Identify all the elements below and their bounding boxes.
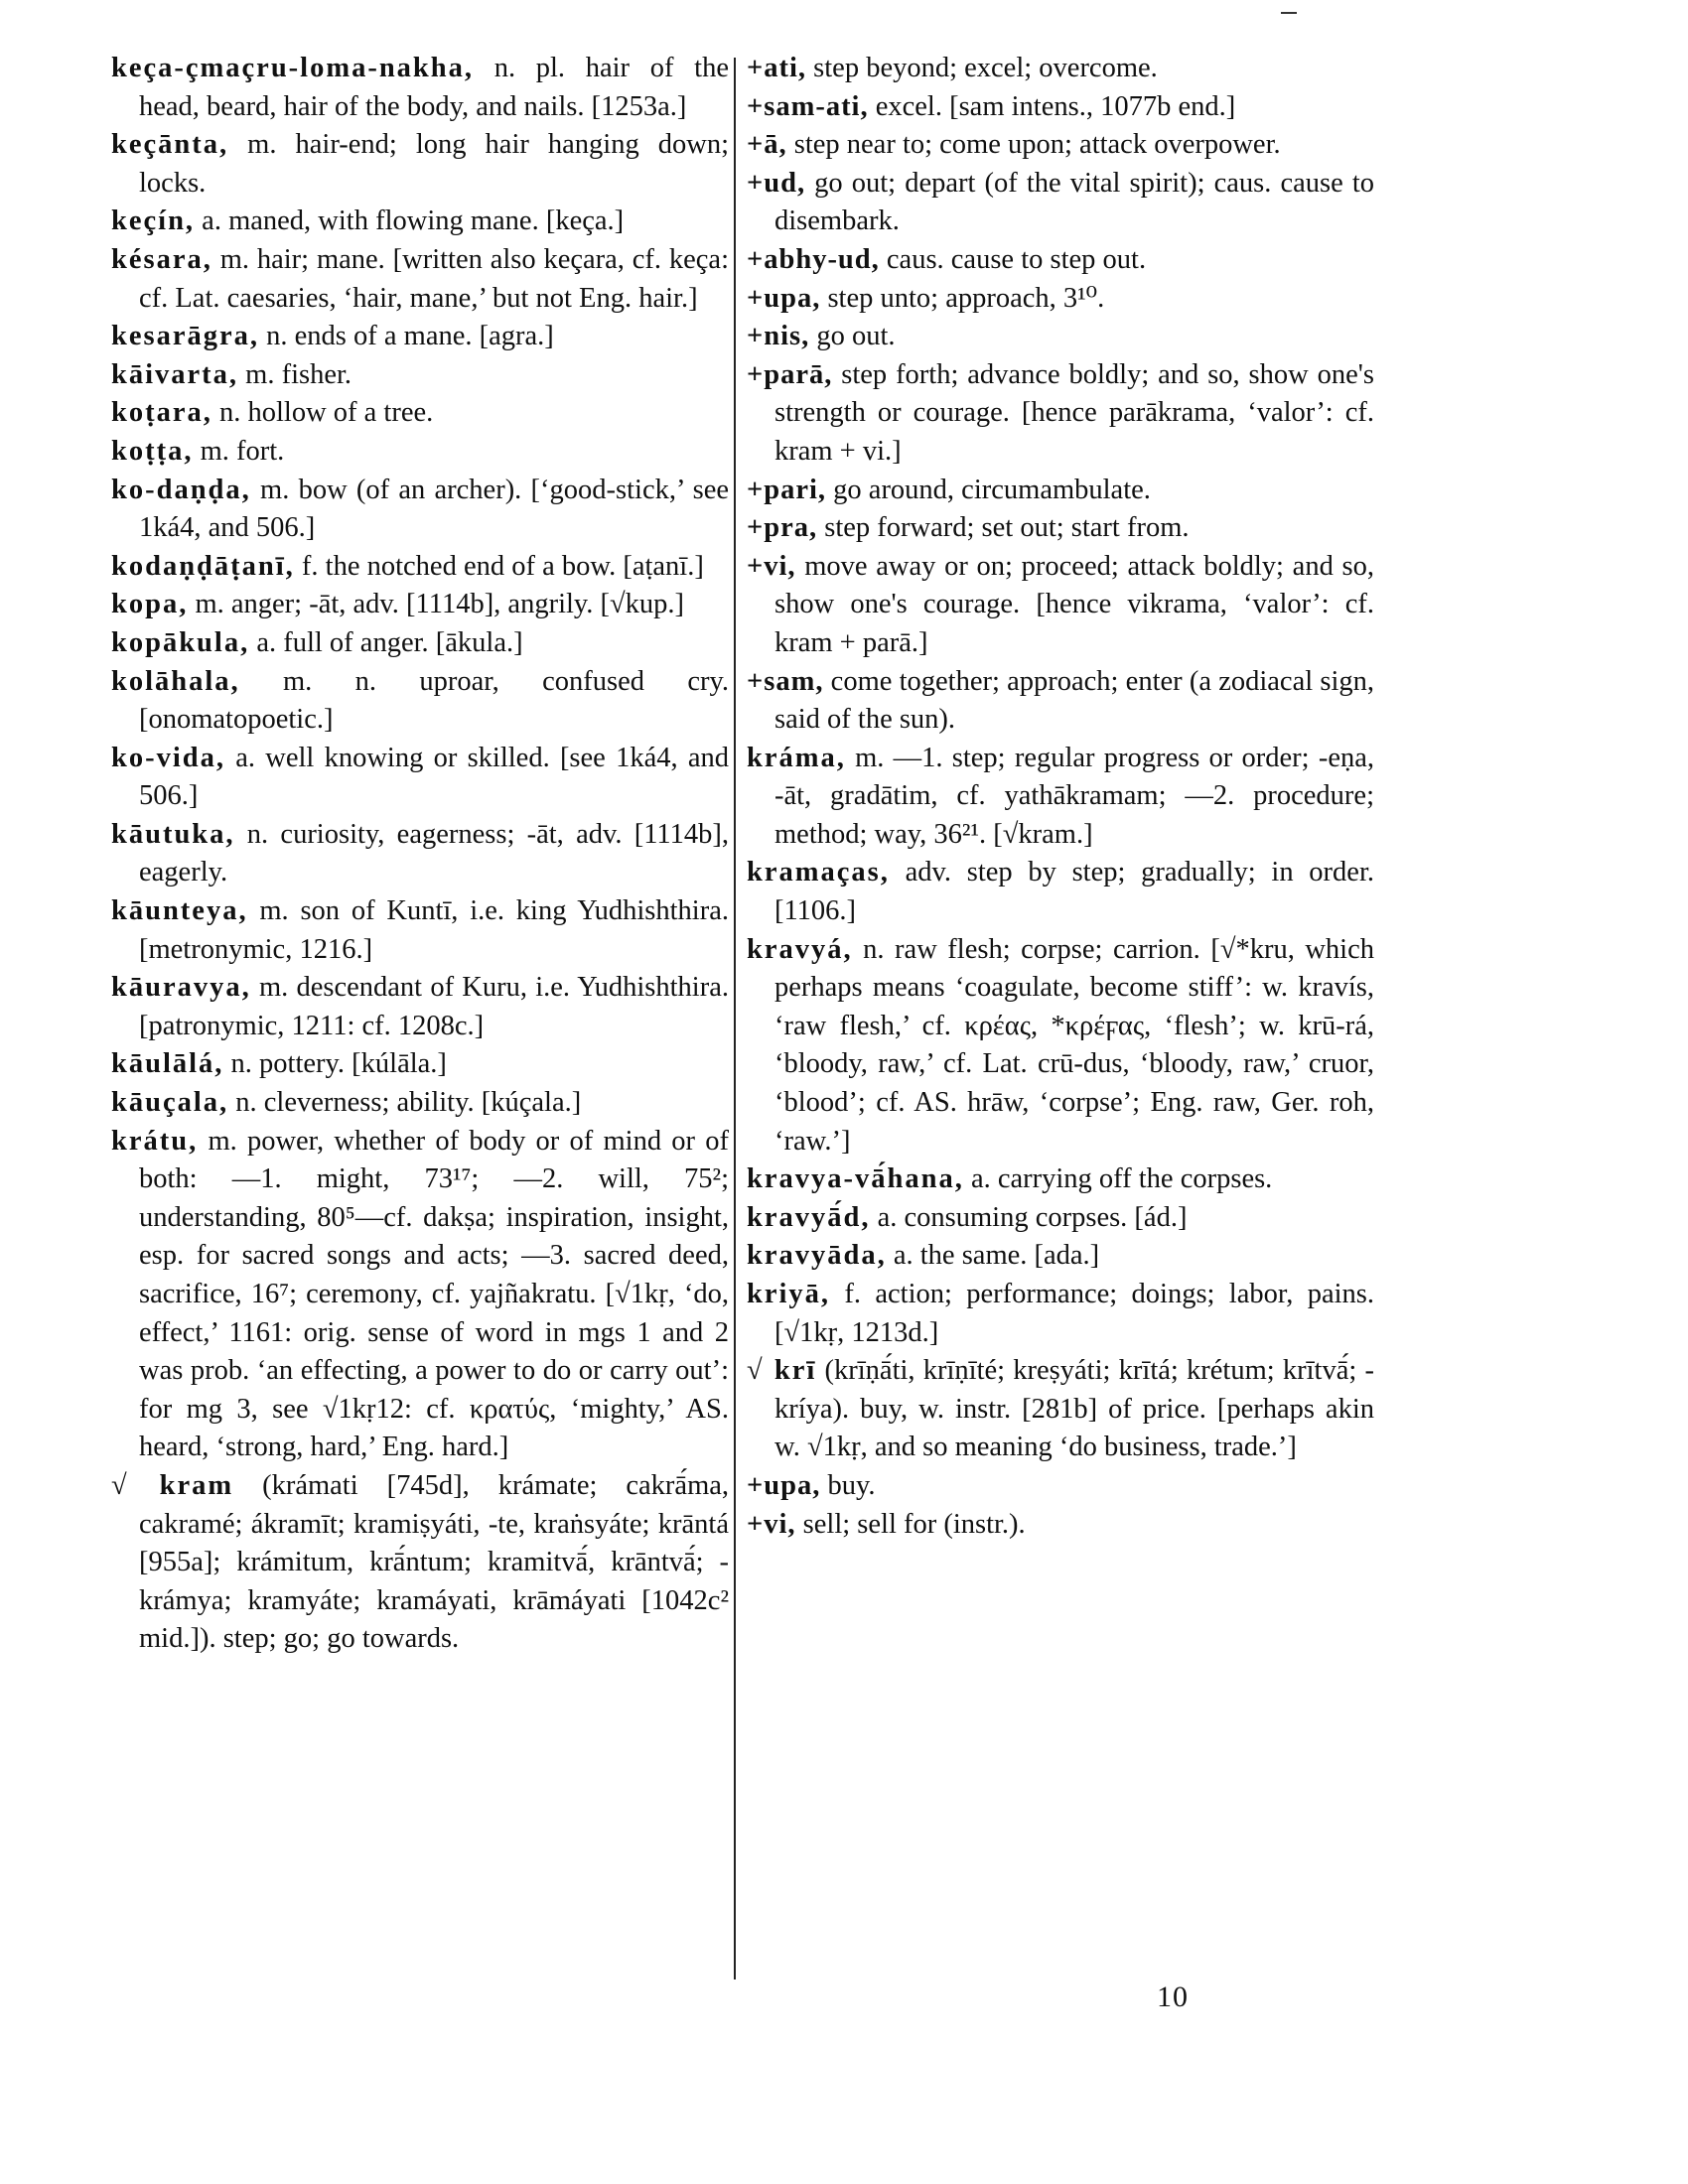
headword: kramaças,: [747, 857, 890, 888]
definition: m. descendant of Kuru, i.e. Yudhishthira. [patronymic, 1211: cf. 1208c.]: [139, 972, 729, 1041]
definition: n. raw flesh; corpse; carrion. [√*kru, which perhaps means ‘coagulate, become stiff’: w. kravís, ‘raw flesh,’ cf. κρέας, *κρέϝας, ‘flesh’; w. krū-rá, ‘bloody, raw,’ cf. Lat. crū-dus, ‘bloody, raw,’ cruor, ‘blood’; cf. AS. hrāw, ‘corpse’; Eng. raw, Ger. roh, ‘raw.’]: [774, 933, 1374, 1157]
dictionary-entry: [747, 1237, 1374, 1276]
dictionary-entry: [111, 394, 729, 433]
definition: step forth; advance boldly; and so, show one's strength or courage. [hence parākrama, ‘valor’: cf. kram + vi.]: [774, 358, 1374, 467]
headword: √ krī: [747, 1355, 817, 1387]
definition: step forward; set out; start from.: [817, 512, 1190, 544]
headword: +vi,: [747, 1508, 796, 1540]
headword: kopākula,: [111, 626, 250, 658]
definition: (krámati [745d], krámate; cakrā́ma, cakramé; ákramīt; kramiṣyáti, -te, kraṅsyáte; krāntá [955a]; krámitum, krā́ntum; kramitvā́, krāntvā́; -krámya; kramyáte; kramáyati, krāmáyati [1042c² mid.]). step; go; go towards.: [139, 1469, 730, 1655]
column-divider: [734, 58, 736, 1979]
definition: a. carrying off the corpses.: [963, 1163, 1273, 1195]
definition: come together; approach; enter (a zodiacal sign, said of the sun).: [774, 665, 1374, 736]
dictionary-entry: [111, 816, 729, 892]
definition: a. maned, with flowing mane. [keça.]: [195, 205, 625, 237]
dictionary-entry: [747, 1352, 1374, 1467]
headword: ko-vida,: [111, 742, 225, 773]
headword: keçānta,: [111, 129, 229, 161]
definition: go around, circumambulate.: [826, 474, 1151, 505]
headword: kravyā́d,: [747, 1201, 871, 1233]
headword: kesarāgra,: [111, 321, 260, 352]
dictionary-entry: [111, 50, 729, 126]
definition: buy.: [820, 1469, 876, 1501]
headword: kravyāda,: [747, 1240, 887, 1272]
dictionary-entry: [111, 740, 729, 816]
headword: +sam,: [747, 665, 824, 697]
headword: keça-çmaçru-loma-nakha,: [111, 53, 474, 83]
dictionary-entry: [111, 126, 729, 203]
dictionary-entry: [747, 1160, 1374, 1199]
definition: n. hollow of a tree.: [211, 397, 434, 429]
definition: n. pl. hair of the head, beard, hair of the body, and nails. [1253a.]: [139, 53, 729, 122]
headword: +upa,: [747, 282, 821, 314]
headword: +pari,: [747, 474, 827, 505]
dictionary-subentry: [747, 472, 1374, 510]
headword: +vi,: [747, 550, 796, 582]
dictionary-subentry: [747, 165, 1374, 241]
dictionary-subentry: [747, 241, 1374, 280]
definition: go out; depart (of the vital spirit); caus. cause to disembark.: [774, 167, 1374, 237]
headword: kāulālá,: [111, 1048, 224, 1080]
definition: m. n. uproar, confused cry. [onomatopoetic.]: [139, 665, 729, 736]
dictionary-entry: [747, 740, 1374, 855]
dictionary-entry: [111, 241, 729, 318]
definition: n. pottery. [kúlāla.]: [223, 1048, 447, 1080]
definition: step beyond; excel; overcome.: [806, 53, 1158, 83]
headword: kodaṇḍāṭanī,: [111, 550, 295, 582]
headword: koṭara,: [111, 397, 212, 429]
dictionary-entry: [111, 472, 729, 548]
dictionary-subentry: [747, 318, 1374, 356]
headword: késara,: [111, 243, 212, 275]
headword: +ā,: [747, 129, 787, 161]
headword: kopa,: [111, 589, 189, 620]
dictionary-subentry: [747, 356, 1374, 472]
headword: koṭṭa,: [111, 435, 194, 467]
definition: a. full of anger. [ākula.]: [249, 626, 523, 658]
dictionary-entry: [111, 1123, 729, 1467]
definition: a. consuming corpses. [ád.]: [870, 1201, 1188, 1233]
definition: step near to; come upon; attack overpower.: [786, 129, 1281, 161]
dictionary-subentry: [747, 548, 1374, 663]
definition: a. the same. [ada.]: [886, 1240, 1100, 1272]
dictionary-entry: [111, 892, 729, 969]
headword: kāuravya,: [111, 972, 251, 1004]
dictionary-subentry: [747, 1467, 1374, 1506]
dictionary-entry: [111, 624, 729, 663]
dictionary-subentry: [747, 1506, 1374, 1545]
headword: kravya-vā́hana,: [747, 1163, 964, 1195]
headword: kāuçala,: [111, 1087, 229, 1119]
dictionary-subentry: [747, 88, 1374, 127]
definition: m. anger; -āt, adv. [1114b], angrily. [√kup.]: [188, 589, 685, 620]
headword: +parā,: [747, 358, 833, 390]
headword: +upa,: [747, 1469, 821, 1501]
definition: caus. cause to step out.: [879, 243, 1147, 275]
headword: √ kram: [111, 1469, 234, 1501]
headword: krátu,: [111, 1125, 199, 1157]
dictionary-entry: [747, 854, 1374, 930]
dictionary-entry: [111, 663, 729, 740]
definition: m. power, whether of body or of mind or of both: —1. might, 73¹⁷; —2. will, 75²; understanding, 80⁵—cf. dakṣa; inspiration, insight, esp. for sacred songs and acts; —3. sacred deed, sacrifice, 16⁷; ceremony, cf. yajñakratu. [√1kṛ, ‘do, effect,’ 1161: orig. sense of word in mgs 1 and 2 was prob. ‘an effecting, a power to do or carry out’: for mg 3, see √1kṛ12: cf. κρατύς, ‘mighty,’ AS. heard, ‘strong, hard,’ Eng. hard.]: [139, 1125, 729, 1463]
definition: n. curiosity, eagerness; -āt, adv. [1114b], eagerly.: [139, 818, 729, 888]
dictionary-entry: [111, 548, 729, 587]
headword: +abhy-ud,: [747, 243, 880, 275]
definition: m. —1. step; regular progress or order; -eṇa, -āt, gradātim, cf. yathākramam; —2. procedure; method; way, 36²¹. [√kram.]: [774, 742, 1374, 850]
definition: n. cleverness; ability. [kúçala.]: [228, 1087, 582, 1119]
definition: adv. step by step; gradually; in order. [1106.]: [774, 857, 1374, 927]
dictionary-entry: [111, 356, 729, 395]
headword: kriyā,: [747, 1279, 831, 1309]
definition: f. action; performance; doings; labor, pains. [√1kṛ, 1213d.]: [774, 1279, 1374, 1348]
definition: go out.: [809, 321, 896, 352]
headword: +sam-ati,: [747, 90, 869, 122]
headword: +nis,: [747, 321, 810, 352]
dictionary-entry: [111, 1084, 729, 1123]
definition: a. well knowing or skilled. [see 1ká4, and 506.]: [139, 742, 729, 812]
dictionary-subentry: [747, 509, 1374, 548]
definition: m. fort.: [193, 435, 285, 467]
dictionary-entry: [111, 1467, 729, 1659]
dictionary-entry: [747, 1276, 1374, 1352]
definition: m. hair-end; long hair hanging down; locks.: [139, 129, 729, 199]
dictionary-entry: [111, 969, 729, 1045]
right-column: [747, 50, 1374, 1544]
headword: +pra,: [747, 512, 818, 544]
left-column: [111, 50, 729, 1659]
page-number: 10: [1157, 1980, 1189, 2013]
headword: ko-daṇḍa,: [111, 474, 251, 505]
dictionary-subentry: [747, 280, 1374, 319]
definition: step unto; approach, 3¹⁰.: [820, 282, 1105, 314]
dictionary-entry: [111, 433, 729, 472]
dictionary-entry: [747, 931, 1374, 1161]
headword: +ud,: [747, 167, 806, 199]
dictionary-entry: [747, 1199, 1374, 1238]
headword: kolāhala,: [111, 665, 240, 697]
headword: kāunteya,: [111, 895, 248, 927]
definition: m. fisher.: [238, 358, 352, 390]
definition: f. the notched end of a bow. [aṭanī.]: [294, 550, 704, 582]
dictionary-entry: [111, 203, 729, 241]
headword: kāutuka,: [111, 818, 235, 850]
definition: m. hair; mane. [written also keçara, cf. keça: cf. Lat. caesaries, ‘hair, mane,’ but not Eng. hair.]: [139, 243, 729, 314]
dictionary-subentry: [747, 50, 1374, 88]
headword: kravyá,: [747, 933, 853, 965]
definition: (krīṇā́ti, krīṇīté; kreṣyáti; krītá; krétum; krītvā́; -kríya). buy, w. instr. [281b] of price. [perhaps akin w. √1kṛ, and so meaning ‘do business, trade.’]: [774, 1355, 1375, 1463]
dictionary-entry: [111, 586, 729, 624]
definition: sell; sell for (instr.).: [795, 1508, 1026, 1540]
top-margin-mark: [1281, 12, 1297, 14]
definition: n. ends of a mane. [agra.]: [259, 321, 554, 352]
definition: m. bow (of an archer). [‘good-stick,’ see 1ká4, and 506.]: [139, 474, 729, 544]
dictionary-entry: [111, 318, 729, 356]
dictionary-subentry: [747, 126, 1374, 165]
definition: m. son of Kuntī, i.e. king Yudhishthira. [metronymic, 1216.]: [139, 895, 729, 965]
headword: +ati,: [747, 53, 807, 83]
definition: move away or on; proceed; attack boldly; and so, show one's courage. [hence vikrama, ‘valor’: cf. kram + parā.]: [774, 550, 1374, 658]
dictionary-subentry: [747, 663, 1374, 740]
headword: keçín,: [111, 205, 196, 237]
headword: kāivarta,: [111, 358, 239, 390]
dictionary-entry: [111, 1045, 729, 1084]
definition: excel. [sam intens., 1077b end.]: [868, 90, 1236, 122]
headword: kráma,: [747, 742, 846, 773]
